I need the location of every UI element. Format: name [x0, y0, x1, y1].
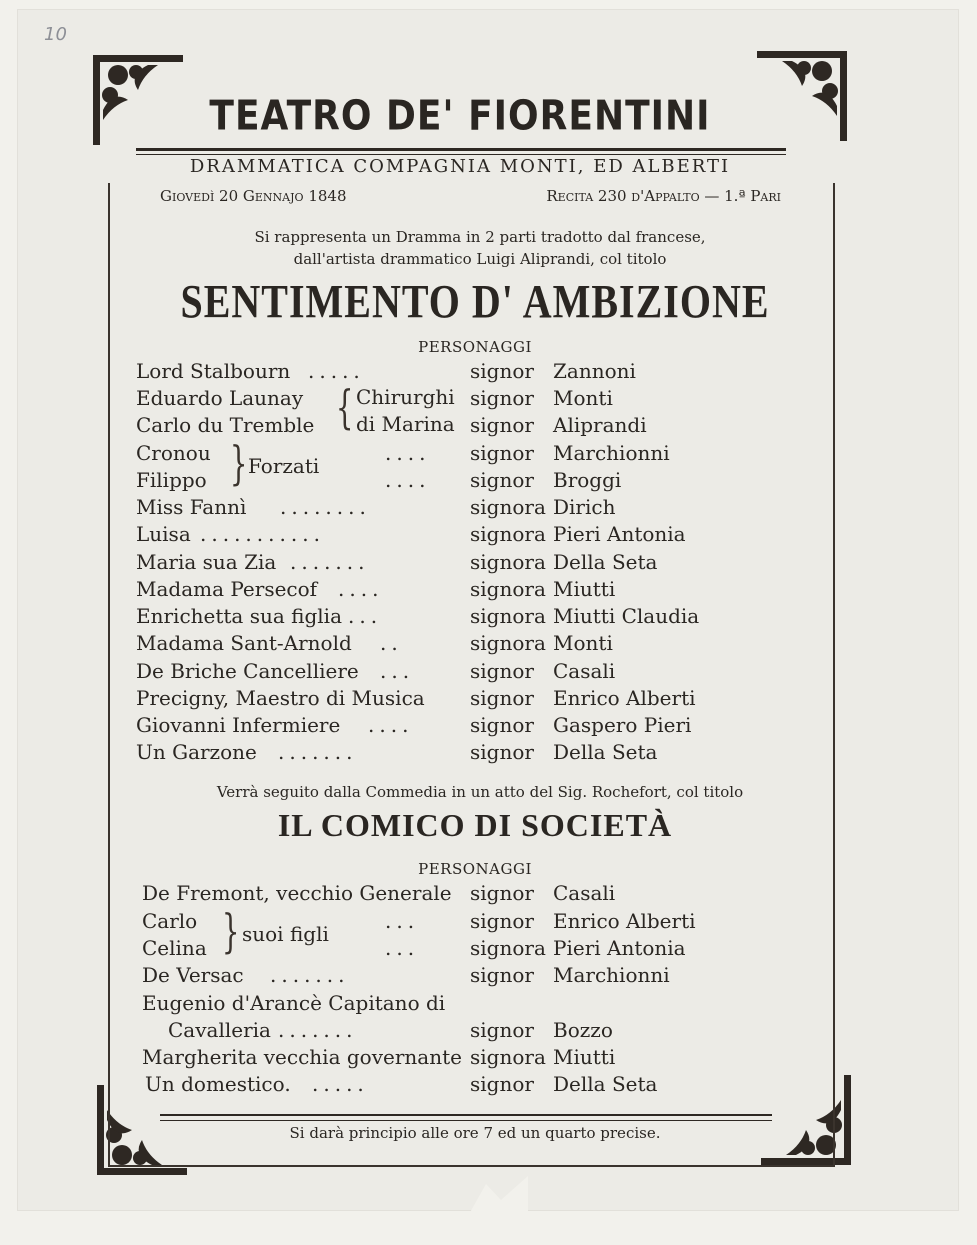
role-name: Margherita vecchia governante: [142, 1045, 462, 1069]
company-name: DRAMMATICA COMPAGNIA MONTI, ED ALBERTI: [189, 156, 731, 177]
recita-number: Recita 230 d'Appalto — 1.ª Pari: [546, 187, 781, 205]
play2-title: IL COMICO DI SOCIETÀ: [277, 807, 673, 843]
start-time-note: Si darà principio alle ore 7 ed un quarto precise.: [289, 1124, 661, 1142]
performer-title: signora: [470, 522, 546, 546]
performer-name: Pieri Antonia: [553, 936, 686, 960]
cast-row: [0, 1017, 977, 1044]
performer-name: Della Seta: [553, 550, 658, 574]
role-name: Carlo: [142, 909, 198, 933]
role-name: De Briche Cancelliere: [136, 659, 359, 683]
performer-name: Della Seta: [553, 1072, 658, 1096]
cast-row: [0, 739, 977, 766]
role-name: Cavalleria: [168, 1018, 271, 1042]
cast-row: [0, 712, 977, 739]
play1-intro-line1: Si rappresenta un Dramma in 2 parti tradotto dal francese,: [254, 228, 706, 246]
performer-title: signora: [470, 604, 546, 628]
role-name: Giovanni Infermiere: [136, 713, 341, 737]
role-name: Luisa: [136, 522, 191, 546]
leader-dots: .......: [290, 550, 370, 574]
pencil-number: 10: [44, 24, 67, 45]
performer-title: signor: [470, 386, 534, 410]
performer-title: signora: [470, 936, 546, 960]
role-name: Cronou: [136, 441, 211, 465]
performer-name: Miutti: [553, 577, 616, 601]
performer-title: signor: [470, 441, 534, 465]
title-rule-thin: [136, 154, 786, 155]
performer-title: signor: [470, 909, 534, 933]
leader-dots: .....: [312, 1072, 369, 1096]
title-rule: [136, 148, 786, 151]
performer-title: signora: [470, 550, 546, 574]
performer-title: signor: [470, 359, 534, 383]
role-name: De Fremont, vecchio Generale: [142, 881, 452, 905]
performer-name: Monti: [553, 631, 613, 655]
leader-dots: ...: [385, 909, 420, 933]
cast-row: [0, 385, 977, 412]
cast-row: [0, 1071, 977, 1098]
performer-name: Della Seta: [553, 740, 658, 764]
group-chirurghi-2: di Marina: [356, 412, 455, 436]
performer-title: signor: [470, 1018, 534, 1042]
role-name: Filippo: [136, 468, 207, 492]
leader-dots: ...: [385, 936, 420, 960]
performer-name: Aliprandi: [553, 413, 647, 437]
cast-row: [0, 908, 977, 935]
leader-dots: .....: [308, 359, 365, 383]
group-chirurghi-1: Chirurghi: [356, 385, 455, 409]
performer-name: Bozzo: [553, 1018, 613, 1042]
performer-title: signor: [470, 1072, 534, 1096]
role-name: Un Garzone: [136, 740, 257, 764]
role-name: Carlo du Tremble: [136, 413, 315, 437]
leader-dots: .......: [278, 740, 358, 764]
cast-row: [0, 412, 977, 439]
leader-dots: ........: [280, 495, 371, 519]
brace-forzati: }: [229, 436, 248, 490]
performer-title: signora: [470, 1045, 546, 1069]
cast-row: [0, 467, 977, 494]
performer-title: signor: [470, 713, 534, 737]
performer-title: signor: [470, 881, 534, 905]
performer-name: Casali: [553, 881, 616, 905]
performer-name: Dirich: [553, 495, 616, 519]
play1-intro-line2: dall'artista drammatico Luigi Aliprandi, col titolo: [293, 250, 667, 268]
leader-dots: .......: [278, 1018, 358, 1042]
performer-name: Pieri Antonia: [553, 522, 686, 546]
role-name: Un domestico.: [145, 1072, 291, 1096]
performer-title: signor: [470, 468, 534, 492]
performer-name: Marchionni: [553, 441, 670, 465]
role-name: Lord Stalbourn: [136, 359, 291, 383]
leader-dots: ...: [380, 659, 415, 683]
cast-row: [0, 358, 977, 385]
performer-name: Zannoni: [553, 359, 636, 383]
performer-title: signor: [470, 413, 534, 437]
performer-title: signora: [470, 577, 546, 601]
role-name: Maria sua Zia: [136, 550, 277, 574]
group-forzati: Forzati: [248, 454, 320, 478]
cast-row: [0, 494, 977, 521]
role-name: Madama Persecof: [136, 577, 318, 601]
leader-dots: ...: [348, 604, 383, 628]
theatre-title: TEATRO DE' FIORENTINI: [209, 92, 711, 141]
role-name: Eugenio d'Arancè Capitano di: [142, 991, 446, 1015]
performer-title: signor: [470, 740, 534, 764]
bottom-rule-thin: [160, 1120, 772, 1121]
brace-figli: }: [221, 904, 240, 958]
performer-name: Enrico Alberti: [553, 909, 696, 933]
play1-personaggi-label: PERSONAGGI: [418, 338, 532, 356]
play2-personaggi-label: PERSONAGGI: [418, 860, 532, 878]
leader-dots: ..: [380, 631, 403, 655]
cast-row: [0, 685, 977, 712]
performer-title: signor: [470, 686, 534, 710]
performer-name: Marchionni: [553, 963, 670, 987]
cast-row: [0, 1044, 977, 1071]
cast-row: [0, 603, 977, 630]
cast-row: [0, 962, 977, 989]
cast-row: [0, 549, 977, 576]
performer-name: Broggi: [553, 468, 622, 492]
leader-dots: ....: [338, 577, 384, 601]
cast-row: [0, 576, 977, 603]
performer-title: signora: [470, 631, 546, 655]
performer-name: Miutti: [553, 1045, 616, 1069]
cast-row: [0, 658, 977, 685]
role-name: Precigny, Maestro di Musica: [136, 686, 425, 710]
performer-title: signor: [470, 963, 534, 987]
leader-dots: .......: [270, 963, 350, 987]
brace-chirurghi: {: [335, 380, 354, 434]
role-name: Madama Sant-Arnold: [136, 631, 352, 655]
leader-dots: ....: [385, 468, 431, 492]
group-figli: suoi figli: [242, 922, 329, 946]
bottom-rule: [160, 1114, 772, 1116]
leader-dots: ....: [368, 713, 414, 737]
performer-name: Enrico Alberti: [553, 686, 696, 710]
performer-title: signor: [470, 659, 534, 683]
role-name: Miss Fannì: [136, 495, 247, 519]
cast-row: [0, 990, 977, 1017]
cast-row: [0, 440, 977, 467]
role-name: Celina: [142, 936, 207, 960]
leader-dots: ....: [385, 441, 431, 465]
performer-name: Gaspero Pieri: [553, 713, 692, 737]
cast-row: [0, 935, 977, 962]
play2-intro: Verrà seguito dalla Commedia in un atto del Sig. Rochefort, col titolo: [216, 783, 744, 801]
performer-name: Monti: [553, 386, 613, 410]
role-name: Eduardo Launay: [136, 386, 304, 410]
play1-title: SENTIMENTO D' AMBIZIONE: [180, 274, 770, 329]
performance-date: Giovedì 20 Gennajo 1848: [160, 187, 347, 205]
performer-name: Miutti Claudia: [553, 604, 700, 628]
leader-dots: ...........: [200, 522, 325, 546]
role-name: De Versac: [142, 963, 244, 987]
cast-row: [0, 521, 977, 548]
cast-row: [0, 880, 977, 907]
performer-title: signora: [470, 495, 546, 519]
performer-name: Casali: [553, 659, 616, 683]
role-name: Enrichetta sua figlia: [136, 604, 342, 628]
cast-row: [0, 630, 977, 657]
